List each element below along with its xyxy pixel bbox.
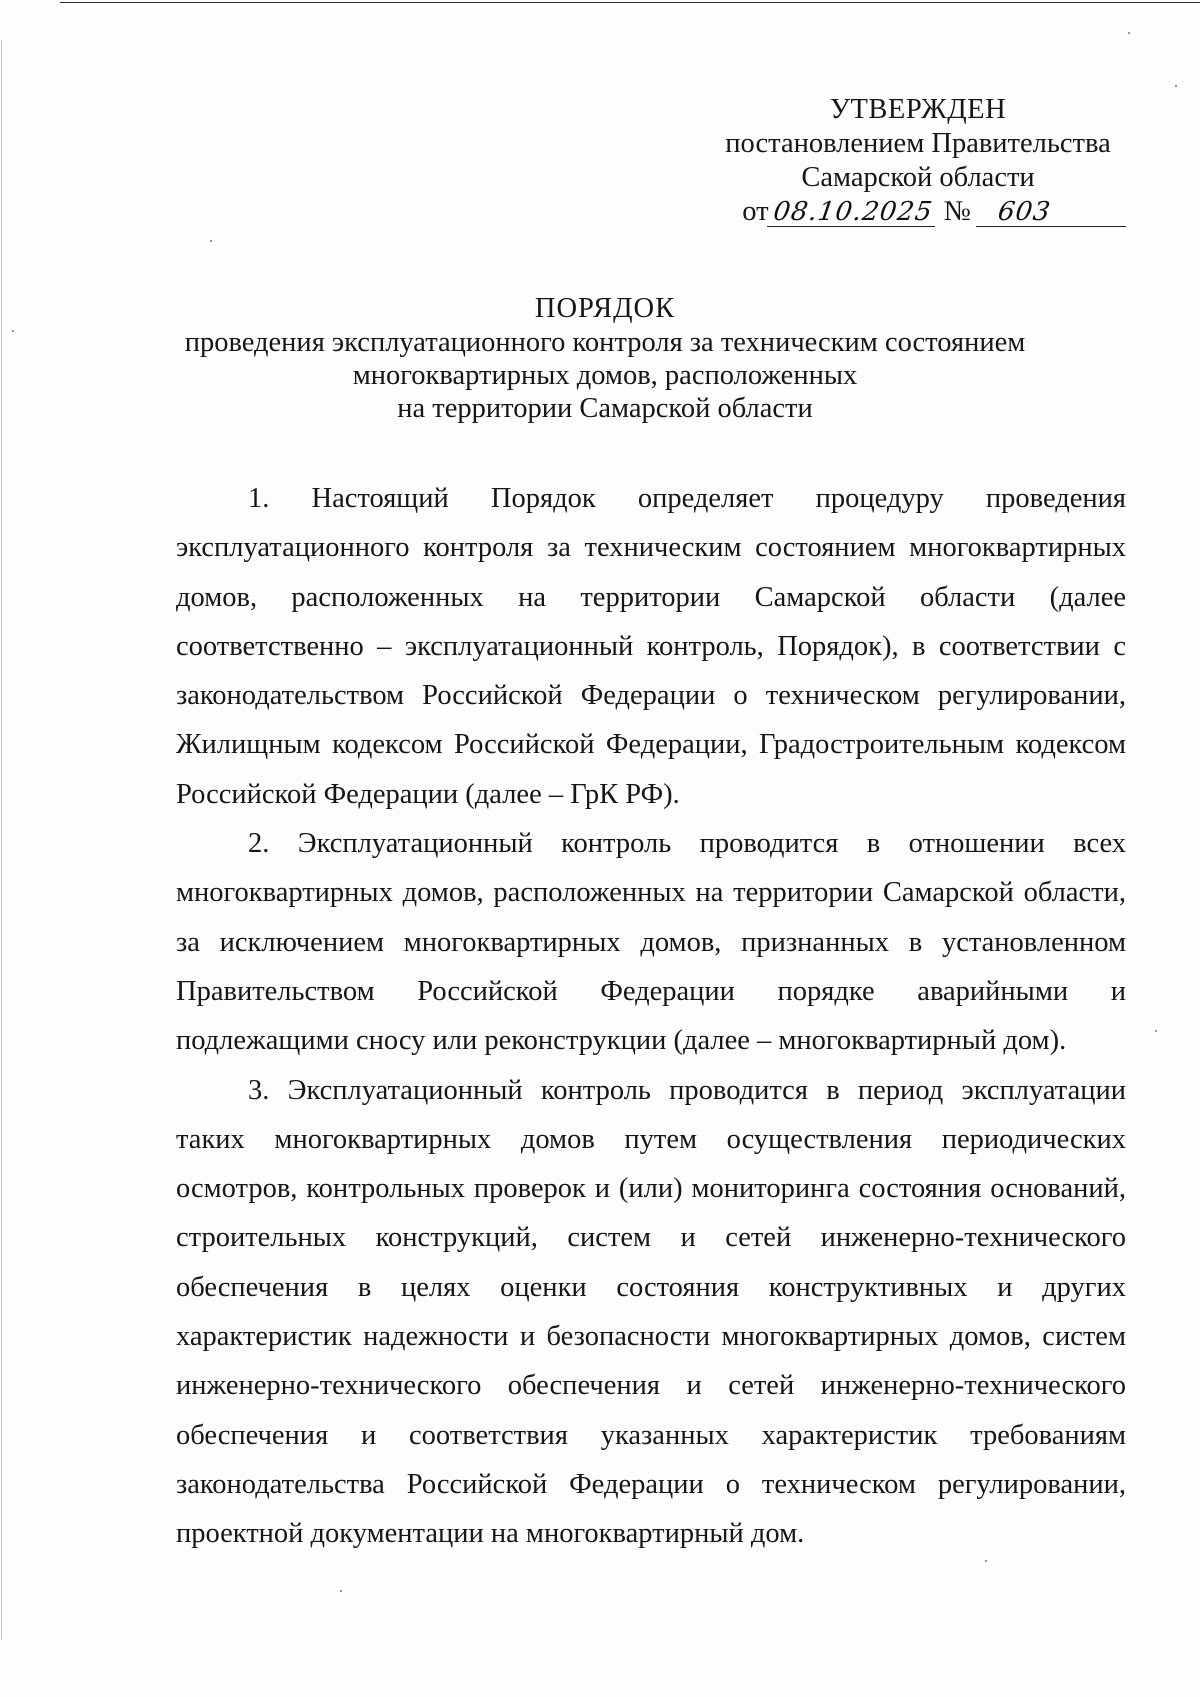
scan-speck: [1155, 1030, 1157, 1032]
scan-edge-line: [60, 2, 1200, 3]
approval-date-number-line: [708, 195, 1128, 231]
paragraph-1: 1. Настоящий Порядок определяет процедуру проведения эксплуатационного контроля за техническим состоянием многоквартирных домов, расположенных на территории Самарской области (далее соответственно – эксплуатационный контроль, Порядок), в соответствии с законодательством Российской Федерации о техническом регулировании, Жилищным кодексом Российской Федерации, Градостроительным кодексом Российской Федерации (далее – ГрК РФ).: [176, 483, 1126, 810]
document-body: [176, 474, 1126, 1559]
document-subtitle-line-1: проведения эксплуатационного контроля за техническим состоянием: [184, 327, 1026, 358]
document-title: ПОРЯДОК: [534, 293, 676, 324]
scan-speck: [1175, 85, 1177, 87]
document-subtitle-line-3: на территории Самарской области: [397, 393, 813, 424]
document-title-block: [150, 292, 1060, 425]
approval-heading: УТВЕРЖДЕН: [829, 94, 1007, 125]
approval-line-1: постановлением Правительства: [725, 128, 1111, 159]
scan-speck: [985, 1560, 987, 1562]
paragraph-2: 2. Эксплуатационный контроль проводится в отношении всех многоквартирных домов, расположенных на территории Самарской области, за исключением многоквартирных домов, признанных в установленном Правительством Российской Федерации порядке аварийными и подлежащими сносу или реконструкции (далее – многоквартирный дом).: [176, 828, 1126, 1057]
approval-number-label: №: [943, 196, 971, 227]
scan-speck: [12, 330, 14, 332]
document-subtitle-line-2: многоквартирных домов, расположенных: [352, 360, 858, 391]
scan-speck: [340, 1590, 342, 1592]
scan-speck: [210, 240, 212, 242]
approval-line-2: Самарской области: [801, 162, 1035, 193]
approval-stamp-block: [708, 93, 1128, 231]
scan-edge-shadow: [1, 40, 2, 1640]
paragraph-3: 3. Эксплуатационный контроль проводится в период эксплуатации таких многоквартирных домов путем осуществления периодических осмотров, контрольных проверок и (или) мониторинга состояния оснований, строительных конструкций, систем и сетей инженерно-технического обеспечения в целях оценки состояния конструктивных и других характеристик надежности и безопасности многоквартирных домов, систем инженерно-технического обеспечения и сетей инженерно-технического обеспечения и соответствия указанных характеристик требованиям законодательства Российской Федерации о техническом регулировании, проектной документации на многоквартирный дом.: [176, 1074, 1126, 1550]
scan-speck: [1128, 32, 1130, 34]
approval-from-label: от: [742, 196, 769, 227]
approval-date-handwritten: 08.10.2025: [767, 198, 939, 227]
approval-number-handwritten: 603: [976, 198, 1130, 227]
